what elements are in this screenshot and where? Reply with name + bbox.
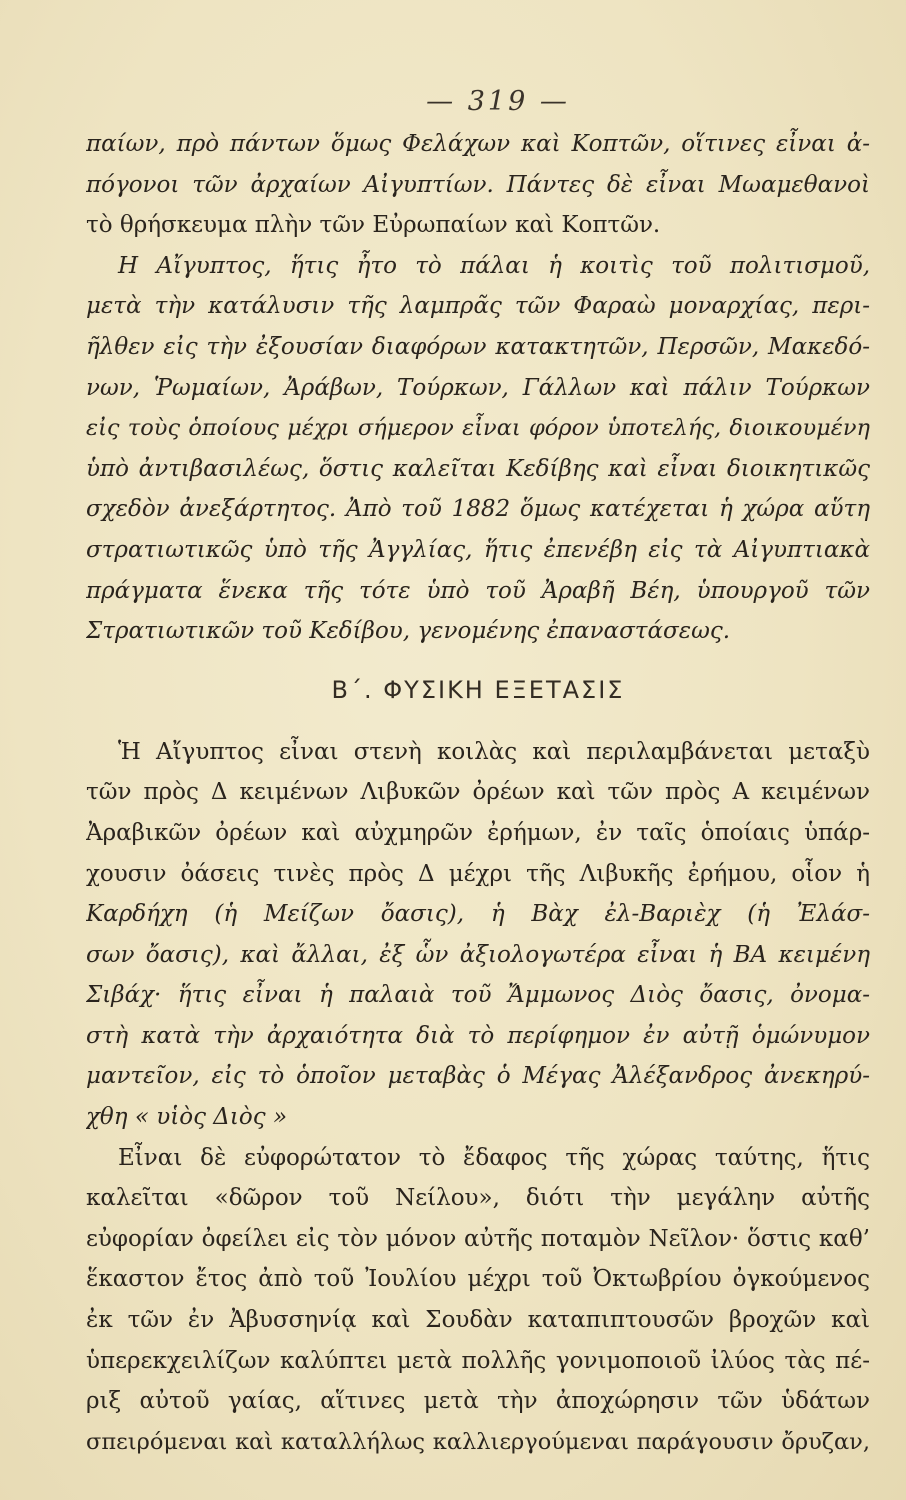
text-line: μαντεῖον, εἰς τὸ ὁποῖον μεταβὰς ὁ Μέγας Ἀλέξανδρος ἀνεκηρύ- xyxy=(86,1063,870,1090)
section-heading: Β΄. ΦΥΣΙΚΗ ΕΞΕΤΑΣΙΣ xyxy=(331,675,625,704)
text-line: Καρδήχη (ἡ Μείζων ὄασις), ἡ Βὰχ ἐλ-Βαριὲχ (ἡ Ἐλάσ- xyxy=(86,901,870,928)
text-line: ὑπὸ ἀντιβασιλέως, ὅστις καλεῖται Κεδίβης καὶ εἶναι διοικητικῶς xyxy=(86,455,870,482)
text-line: Σιβάχ· ἥτις εἶναι ἡ παλαιὰ τοῦ Ἄμμωνος Διὸς ὄασις, ὀνομα- xyxy=(86,982,870,1009)
text-line: Στρατιωτικῶν τοῦ Κεδίβου, γενομένης ἐπαναστάσεως. xyxy=(86,618,731,645)
text-line: χουσιν ὀάσεις τινὲς πρὸς Δ μέχρι τῆς Λιβυκῆς ἐρήμου, οἷον ἡ xyxy=(86,860,870,887)
text-line: Ἀραβικῶν ὀρέων καὶ αὐχμηρῶν ἐρήμων, ἐν ταῖς ὁποίαις ὑπάρ- xyxy=(86,819,870,846)
text-line: στρατιωτικῶς ὑπὸ τῆς Ἀγγλίας, ἥτις ἐπενέβη εἰς τὰ Αἰγυπτιακὰ xyxy=(86,536,870,563)
text-line: στὴ κατὰ τὴν ἀρχαιότητα διὰ τὸ περίφημον ἐν αὐτῇ ὁμώνυμον xyxy=(86,1022,870,1049)
text-line: Η Αἴγυπτος, ἥτις ἦτο τὸ πάλαι ἡ κοιτὶς τοῦ πολιτισμοῦ, xyxy=(118,252,870,279)
text-line: ῆλθεν εἰς τὴν ἐξουσίαν διαφόρων κατακτητῶν, Περσῶν, Μακεδό- xyxy=(86,333,870,360)
text-line: Εἶναι δὲ εὐφορώτατον τὸ ἔδαφος τῆς χώρας ταύτης, ἥτις xyxy=(118,1144,870,1171)
text-line: σχεδὸν ἀνεξάρτητος. Ἀπὸ τοῦ 1882 ὅμως κατέχεται ἡ χώρα αὕτη xyxy=(86,496,870,523)
text-line: ἐκ τῶν ἐν Ἀβυσσηνίᾳ καὶ Σουδὰν καταπιπτουσῶν βροχῶν καὶ xyxy=(86,1307,870,1334)
text-line: χθη « υἱὸς Διὸς » xyxy=(86,1104,288,1131)
text-line: ὑπερεκχειλίζων καλύπτει μετὰ πολλῆς γονιμοποιοῦ ἰλύος τὰς πέ- xyxy=(86,1347,870,1374)
text-line: σων ὄασις), καὶ ἄλλαι, ἐξ ὧν ἀξιολογωτέρα εἶναι ἡ ΒΑ κειμένη xyxy=(86,941,870,968)
text-line: τὸ θρήσκευμα πλὴν τῶν Εὐρωπαίων καὶ Κοπτῶν. xyxy=(86,212,661,239)
paragraph-geography xyxy=(86,732,870,1138)
text-line: εὐφορίαν ὀφείλει εἰς τὸν μόνον αὐτῆς ποταμὸν Νεῖλον· ὅστις καθ’ xyxy=(86,1225,870,1252)
text-line: εἰς τοὺς ὁποίους μέχρι σήμερον εἶναι φόρον ὑποτελής, διοικουμένη xyxy=(86,415,870,442)
text-line: ἕκαστον ἔτος ἀπὸ τοῦ Ἰουλίου μέχρι τοῦ Ὀκτωβρίου ὀγκούμενος xyxy=(86,1266,870,1293)
paragraph-fertility xyxy=(86,1138,870,1463)
text-line: πόγονοι τῶν ἀρχαίων Αἰγυπτίων. Πάντες δὲ εἶναι Μωαμεθανοὶ xyxy=(86,171,870,198)
text-line: ριξ αὐτοῦ γαίας, αἵτινες μετὰ τὴν ἀποχώρησιν τῶν ὑδάτων xyxy=(86,1388,870,1415)
text-line: πράγματα ἕνεκα τῆς τότε ὑπὸ τοῦ Ἀραβῆ Βέη, ὑπουργοῦ τῶν xyxy=(86,577,870,604)
text-line: τῶν πρὸς Δ κειμένων Λιβυκῶν ὀρέων καὶ τῶν πρὸς Α κειμένων xyxy=(86,779,870,806)
text-line: Ἡ Αἴγυπτος εἶναι στενὴ κοιλὰς καὶ περιλαμβάνεται μεταξὺ xyxy=(118,738,870,765)
paragraph-history xyxy=(86,246,870,652)
text-line: καλεῖται «δῶρον τοῦ Νείλου», διότι τὴν μεγάλην αὐτῆς xyxy=(86,1185,870,1212)
paragraph-population xyxy=(86,124,870,246)
text-line: μετὰ τὴν κατάλυσιν τῆς λαμπρᾶς τῶν Φαραὼ μοναρχίας, περι- xyxy=(86,293,870,320)
text-line: παίων, πρὸ πάντων ὅμως Φελάχων καὶ Κοπτῶν, οἵτινες εἶναι ἀ- xyxy=(86,131,870,157)
text-line: νων, Ῥωμαίων, Ἀράβων, Τούρκων, Γάλλων καὶ πάλιν Τούρκων xyxy=(86,374,870,401)
book-page xyxy=(86,80,870,1462)
text-line: σπειρόμεναι καὶ καταλλήλως καλλιεργούμεναι παράγουσιν ὄρυζαν, xyxy=(86,1428,870,1455)
page-number: — 319 — xyxy=(426,86,570,117)
